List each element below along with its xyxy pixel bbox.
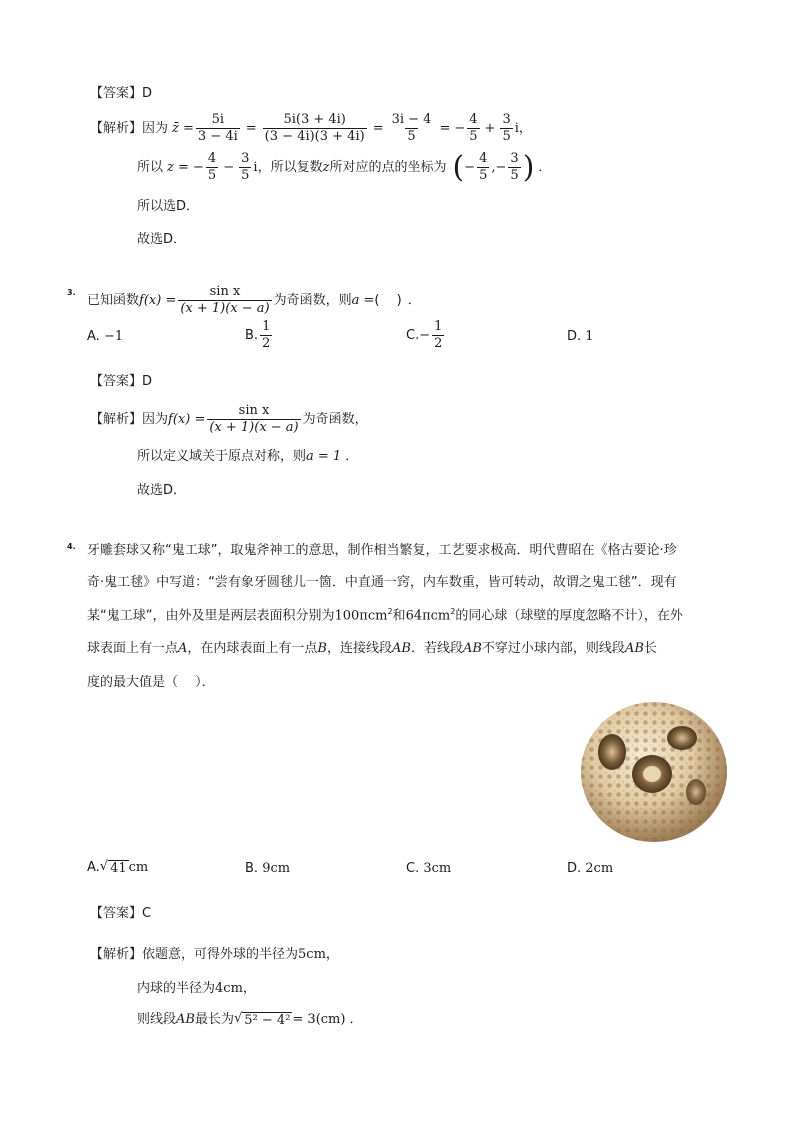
answer-label: 【答案】: [90, 86, 143, 101]
q2-analysis-line2: 所以 z = − $\frac{4}{5}$ − $\frac{3}{5}$ i ，所以复数 z 所对应的点的坐标为 ( − $\frac{4}{5}$ , − $\frac{3}{5}$ ) ．: [137, 149, 552, 185]
q4-stem-line3: 某“鬼工球”，由外及里是两层表面积分别为100πcm$^2$和64πcm$^2$的同心球（球壁的厚度忽略不计），在外: [87, 607, 683, 624]
fraction: $\frac{5i(3 + 4i)}{(3 - 4i)(3 + 4i)}$: [264, 112, 365, 145]
answer-label: 【答案】: [90, 374, 143, 389]
analysis-label: 【解析】: [90, 947, 143, 962]
q3-stem: 已知函数 f(x) = $\frac{\text{sin x}}{(x + 1)(x - a)}$ 为奇函数，则 a = ( ) ．: [87, 284, 421, 317]
q4-analysis-line1: 【解析】依题意，可得外球的半径为5cm，: [90, 947, 339, 962]
q3-option-a[interactable]: A. −1: [87, 329, 124, 344]
q3-option-d[interactable]: D. 1: [567, 329, 594, 344]
q4-stem-line5: 度的最大值是（ ）．: [87, 675, 215, 690]
analysis-label: 【解析】: [90, 412, 143, 428]
fraction: $\frac{3}{5}$: [510, 151, 519, 184]
q4-stem-line2: 奇·鬼工毬》中写道：“尝有象牙圆毬儿一箇．中直通一窍，内车数重，皆可转动，故谓之鬼工毬”．现有: [87, 575, 677, 590]
q3-analysis-line1: 【解析】 因为 f(x) = $\frac{\text{sin x}}{(x + 1)(x - a)}$ 为奇函数，: [90, 403, 368, 436]
fraction: $\frac{3}{5}$: [241, 151, 250, 184]
q3-option-b[interactable]: B. $\frac{1}{2}$: [245, 319, 271, 352]
q4-stem-line1: 牙雕套球又称“鬼工球”，取鬼斧神工的意思，制作相当繁复，工艺要求极高．明代曹昭在《格古要论·珍: [87, 543, 677, 558]
q4-analysis-line3: 则线段 AB 最长为 √ 5² − 4² = 3(cm) ．: [137, 1011, 363, 1028]
q4-option-a[interactable]: A. √ 41 cm: [87, 859, 149, 876]
ivory-ball-image: [578, 700, 730, 844]
fraction: $\frac{3i - 4}{5}$: [391, 112, 432, 145]
q4-option-d[interactable]: D. 2cm: [567, 861, 614, 876]
sqrt: √ 41: [99, 859, 127, 876]
fraction: $\frac{4}{5}$: [479, 151, 488, 184]
analysis-label: 【解析】: [90, 121, 143, 137]
answer-value: D: [142, 374, 153, 389]
q2-answer-line: [90, 87, 152, 100]
answer-value: C: [142, 906, 152, 921]
fraction: $\frac{\text{sin x}}{(x + 1)(x - a)}$: [209, 403, 299, 436]
q3-analysis-line3: 故选D．: [137, 483, 187, 498]
answer-value: D: [142, 86, 153, 101]
ball-hole-left: [598, 734, 626, 770]
fraction: $\frac{4}{5}$: [469, 112, 478, 145]
fraction: $\frac{4}{5}$: [207, 151, 217, 184]
q3-option-c[interactable]: C. − $\frac{1}{2}$: [406, 319, 443, 352]
q4-option-b[interactable]: B. 9cm: [245, 861, 291, 876]
q3-answer-line: [90, 375, 152, 388]
sqrt: √ 5² − 4²: [233, 1011, 291, 1028]
fraction: $\frac{3}{5}$: [502, 112, 511, 145]
ball-hole-bottom: [686, 779, 706, 805]
q4-stem-line4: 球表面上有一点A，在内球表面上有一点B，连接线段AB．若线段AB不穿过小球内部，则线段AB长: [87, 641, 657, 656]
question-number: 3.: [67, 288, 76, 297]
fraction: $\frac{5i}{3 - 4i}$: [197, 112, 238, 145]
answer-label: 【答案】: [90, 906, 143, 921]
fraction: $\frac{1}{2}$: [262, 319, 271, 352]
q2-analysis-line3: 所以选D．: [137, 199, 200, 214]
q4-option-c[interactable]: C. 3cm: [406, 861, 452, 876]
fraction: $\frac{1}{2}$: [434, 319, 443, 352]
q3-analysis-line2: 所以定义域关于原点对称，则a = 1 ．: [137, 449, 359, 464]
q2-analysis-line1: 【解析】 因为 z̄ = $\frac{5i}{3 - 4i}$ = $\frac{5i(3 + 4i)}{(3 - 4i)(3 + 4i)}$ = $\frac{3i - 4}{5}$ = − $\frac{4}{5}$ + $\frac{3}{5}$ i ，: [90, 112, 532, 145]
q4-analysis-line2: 内球的半径为4cm，: [137, 981, 256, 996]
q4-answer-line: [90, 907, 151, 920]
question-number: 4.: [67, 542, 76, 551]
q2-analysis-line4: 故选D．: [137, 232, 187, 247]
fraction: $\frac{\text{sin x}}{(x + 1)(x - a)}$: [180, 284, 270, 317]
ball-hole-right: [667, 726, 697, 750]
